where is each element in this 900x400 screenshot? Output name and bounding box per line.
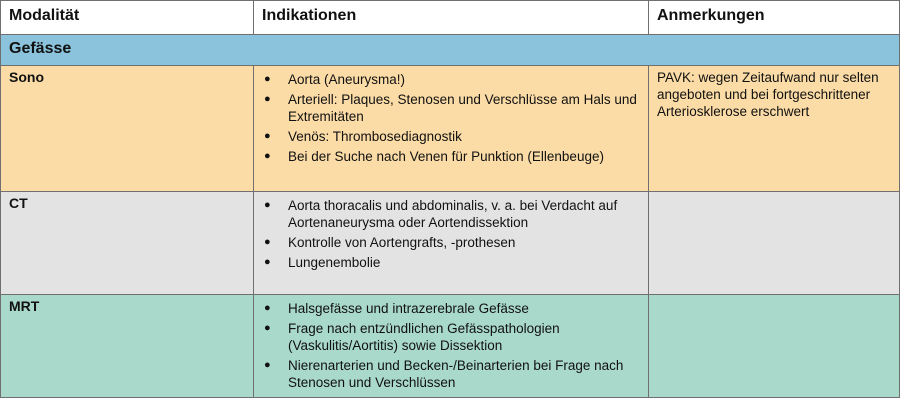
bullet-icon: ● <box>264 302 271 314</box>
bullet-icon: ● <box>264 130 271 142</box>
indication-list <box>262 300 640 391</box>
indications-cell <box>254 295 649 398</box>
notes-cell <box>649 192 900 295</box>
section-row <box>1 35 900 66</box>
list-item: ● Aorta (Aneurysma!) <box>264 72 406 87</box>
list-item: ● Halsgefässe und intrazerebrale Gefässe <box>264 301 529 316</box>
list-item: ● Kontrolle von Aortengrafts, -prothesen <box>264 235 516 250</box>
bullet-icon: ● <box>264 322 271 334</box>
indication-list <box>262 197 640 271</box>
indications-cell <box>254 192 649 295</box>
modality-cell: CT <box>1 192 254 295</box>
bullet-icon: ● <box>264 256 271 268</box>
list-item: ● Venös: Thrombosediagnostik <box>264 129 462 144</box>
indications-cell <box>254 66 649 192</box>
header-modality: Modalität <box>1 1 254 35</box>
bullet-icon: ● <box>264 150 271 162</box>
bullet-icon: ● <box>264 236 271 248</box>
notes-cell <box>649 295 900 398</box>
modality-cell: Sono <box>1 66 254 192</box>
section-title: Gefässe <box>1 35 900 66</box>
bullet-icon: ● <box>264 199 271 211</box>
bullet-icon: ● <box>264 359 271 371</box>
table-row-mrt <box>1 295 900 398</box>
list-item: ● Nierenarterien und Becken-/Beinarterien bei Frage nach Stenosen und Verschlüssen <box>264 358 624 390</box>
notes-cell: PAVK: wegen Zeitaufwand nur selten angeboten und bei fortgeschrittener Arteriosklerose erschwert <box>649 66 900 192</box>
table-row-ct <box>1 192 900 295</box>
modality-cell: MRT <box>1 295 254 398</box>
bullet-icon: ● <box>264 93 271 105</box>
indication-list <box>262 71 640 165</box>
header-row <box>1 1 900 35</box>
list-item: ● Bei der Suche nach Venen für Punktion (Ellenbeuge) <box>264 149 604 164</box>
list-item: ● Arteriell: Plaques, Stenosen und Verschlüsse am Hals und Extremitäten <box>264 92 637 124</box>
table-row-sono <box>1 66 900 192</box>
header-notes: Anmerkungen <box>649 1 900 35</box>
header-indications: Indikationen <box>254 1 649 35</box>
bullet-icon: ● <box>264 73 271 85</box>
list-item: ● Frage nach entzündlichen Gefässpathologien (Vaskulitis/Aortitis) sowie Dissektion <box>264 321 560 353</box>
list-item: ● Aorta thoracalis und abdominalis, v. a. bei Verdacht auf Aortenaneurysma oder Aortendissektion <box>264 198 618 230</box>
list-item: ● Lungenembolie <box>264 255 381 270</box>
